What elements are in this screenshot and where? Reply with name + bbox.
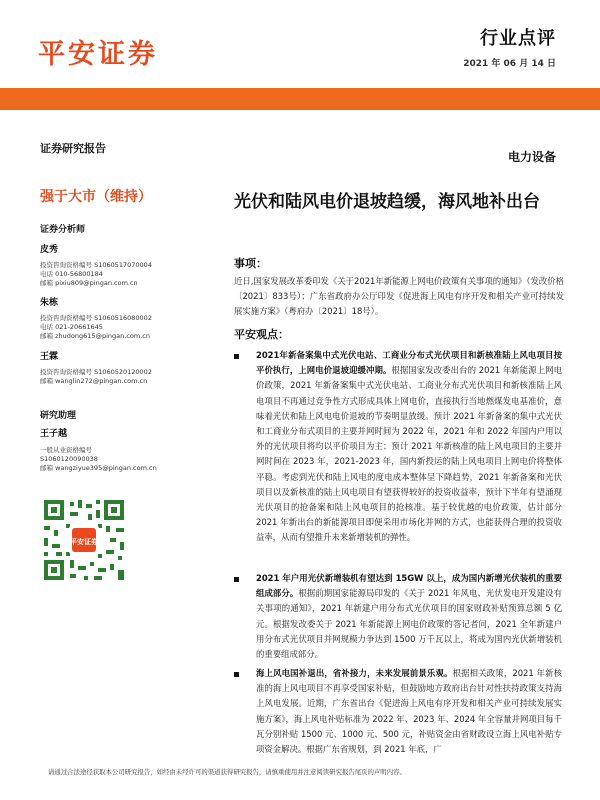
analyst-cert: 投资咨询资格编号 S1060516080002 [40, 314, 152, 322]
point-detail: 根据相关政策，2021 年新核准的海上风电项目不再享受国家补贴，但鼓励地方政府出台针对性扶持政策支持海上风电发展。近期，广东省出台《促进海上风电有序开发和相关产业可持续发展实施方案》，海上风电补贴标准为 2022 年、2023 年、2024 年全容量并网项目每千瓦分别补贴 1500 元、1000 元、500 元，补贴资金由省财政设立海上风电补贴专项资金解决。根据广东省规划，到 2021 年底，广 [256, 668, 562, 755]
assistant-name: 王子越 [40, 429, 68, 439]
view-heading: 平安观点： [234, 328, 289, 341]
assistant-label: 研究助理 [40, 411, 77, 421]
event-text: 近日,国家发展改革委印发《关于2021年新能源上网电价政策有关事项的通知》（发改价格〔2021〕833号）；广东省政府办公厅印发《促进海上风电有序开发和相关产业可持续发展实施方案》（粤府办〔2021〕18号）。 [234, 276, 564, 317]
bullet-icon [234, 577, 239, 582]
analyst-email[interactable]: 邮箱 wanglin272@pingan.com.cn [40, 377, 148, 385]
analyst-phone: 电话 010-56800184 [40, 270, 103, 278]
point-summary: 2021年新备案集中式光伏电站、工商业分布式光伏项目和新核准陆上风电项目按平价执行，上网电价退坡迎缓冲期。 [256, 350, 562, 376]
industry-label: 电力设备 [507, 150, 556, 164]
point-summary: 2021 年户用光伏新增装机有望达到 15GW 以上，成为国内新增光伏装机的重要组成部分。 [256, 573, 562, 599]
industry-rating: 强于大市（维持） [40, 189, 152, 205]
analyst-name: 皮秀 [40, 245, 59, 255]
header-bar [0, 88, 600, 110]
analyst-name: 朱栋 [40, 298, 59, 308]
point-summary: 海上风电国补退出，省补接力，未来发展前景乐观。 [256, 668, 453, 678]
report-title: 光伏和陆风电价退坡趋缓，海风地补出台 [234, 192, 540, 212]
assistant-email[interactable]: 邮箱 wangziyue395@pingan.com.cn [40, 464, 157, 472]
qr-code[interactable] [40, 496, 128, 584]
report-date: 2021 年 06 月 14 日 [463, 59, 556, 69]
analyst-email[interactable]: 邮箱 pixiu809@pingan.com.cn [40, 279, 138, 287]
event-heading: 事项： [234, 257, 267, 270]
analyst-cert: 投资咨询资格编号 S1060520120002 [40, 368, 152, 376]
bullet-icon [234, 354, 239, 359]
assistant-cert: S1060120090038 [40, 455, 98, 463]
company-logo: 平安证券 [38, 39, 158, 70]
view-point [256, 348, 562, 546]
report-type-label: 证券研究报告 [40, 142, 106, 155]
view-point [256, 571, 562, 662]
analyst-name: 王霖 [40, 352, 59, 362]
footer-disclaimer: 请通过合法途径获取本公司研究报告，如经由未经许可的渠道获得研究报告，请慎重使用并注意阅读研究报告尾页的声明内容。 [48, 768, 406, 776]
point-detail: 根据国家发改委出台的 2021 年新能源上网电价政策，2021 年新备案集中式光伏电站、工商业分布式光伏项目和新核准陆上风电项目不再通过竞争性方式形成具体上网电价，直接执行当地燃煤发电基准价，意味着光伏和陆上风电电价退坡的节奏明显放缓。预计 2021 年新备案的集中式光伏和工商业分布式项目的主要并网时间为 2022 年，2021 年和 2022 年国内户用以外的光伏项目将均以平价项目为主；预计 2021 年新核准的陆上风电项目的主要并网时间在 2023 年，2021-2023 年，国内新投运的陆上风电项目上网电价将整体平稳。考虑到光伏和陆上风电的度电成本整体呈下降趋势，2021 年新备案和光伏项目以及新核准的陆上风电项目有望获得较好的投资收益率，预计下半年有望涌现光伏项目的抢备案和陆上风电项目的抢核准。基于较优越的电价政策，估计部分 2021 年新出台的新能源项目即便采用市场化并网的方式，也能获得合理的投资收益率，从而有望推升未来新增装机的弹性。 [256, 365, 562, 543]
bullet-icon [234, 672, 239, 677]
document-type: 行业点评 [480, 28, 556, 49]
analyst-email[interactable]: 邮箱 zhudong615@pingan.com.cn [40, 332, 150, 340]
analyst-phone: 电话 021-20661645 [40, 323, 103, 331]
qr-center-logo: 平安证券 [70, 538, 98, 546]
analysts-label: 证券分析师 [40, 225, 86, 235]
point-detail: 根据前期国家能源局印发的《关于 2021 年风电、光伏发电开发建设有关事项的通知》，2021 年新建户用分布式光伏项目的国家财政补贴预算总额 5 亿元。根据发改委关于 2021 年新能源上网电价政策的答记者问，2021 全年新建户用分布式光伏项目并网规模力争达到 1500 万千瓦以上，将成为国内光伏新增装机的重要组成部分。 [256, 588, 563, 660]
analyst-cert: 投资咨询资格编号 S1060517070004 [40, 261, 152, 269]
assistant-cert-label: 一般从业资格编号 [40, 446, 92, 454]
view-point [256, 666, 562, 758]
